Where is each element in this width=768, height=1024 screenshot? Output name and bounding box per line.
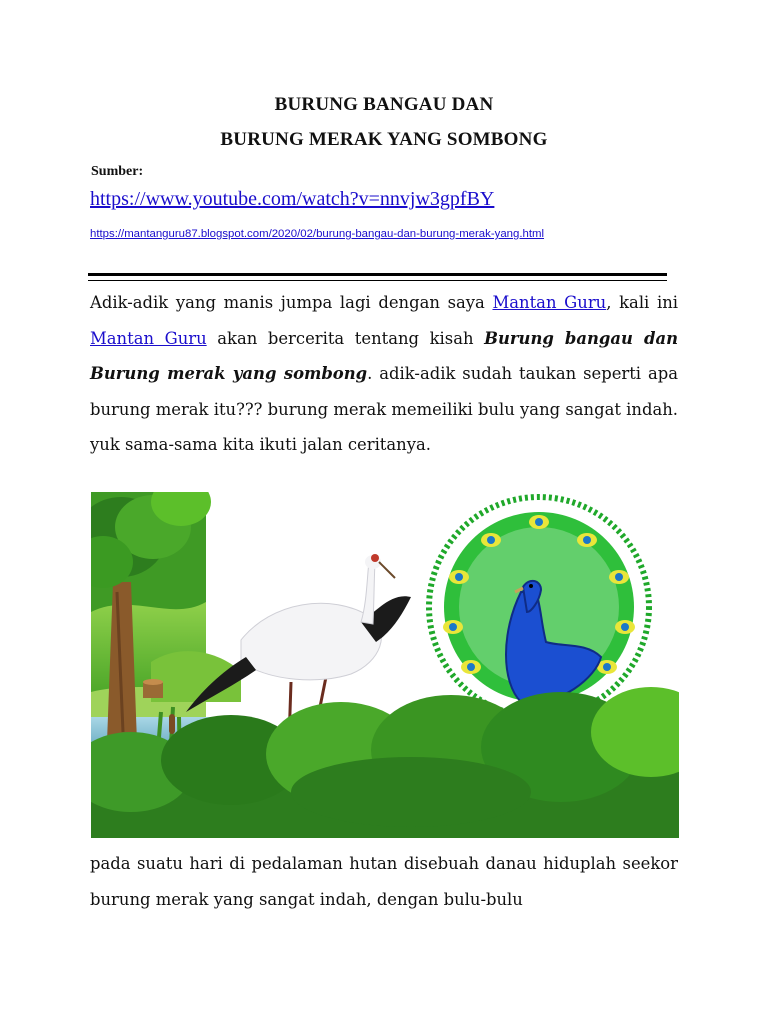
source-label: Sumber: <box>91 164 144 179</box>
intro-text-4: . adik-adik sudah taukan seperti apa burung merak itu??? burung merak memeiliki bulu yang sangat indah. yuk sama-sama kita ikuti jalan ceritanya. <box>90 364 679 454</box>
blog-source-link[interactable]: https://mantanguru87.blogspot.com/2020/02/burung-bangau-dan-burung-merak-yang.html <box>90 228 545 240</box>
intro-paragraph <box>90 285 678 463</box>
mantan-guru-link-1[interactable]: Mantan Guru <box>492 293 607 312</box>
intro-text-2: , kali ini <box>606 293 679 312</box>
divider-thin <box>88 280 667 281</box>
story-paragraph: pada suatu hari di pedalaman hutan disebuah danau hiduplah seekor burung merak yang sangat indah, dengan bulu-bulu <box>90 854 678 909</box>
youtube-source-link[interactable]: https://www.youtube.com/watch?v=nnvjw3gpfBY <box>90 188 495 210</box>
story-illustration <box>91 492 679 838</box>
story-title-emphasis: Burung bangau dan Burung merak yang sombong <box>90 328 679 383</box>
intro-text-3: akan bercerita tentang kisah <box>206 328 485 348</box>
title-line-1: BURUNG BANGAU DAN <box>274 94 494 115</box>
title-line-2: BURUNG MERAK YANG SOMBONG <box>220 129 548 150</box>
stump-icon <box>143 679 163 698</box>
divider-thick <box>88 273 667 276</box>
mantan-guru-link-2[interactable]: Mantan Guru <box>90 328 207 348</box>
intro-text-1: Adik-adik yang manis jumpa lagi dengan saya <box>90 293 493 312</box>
